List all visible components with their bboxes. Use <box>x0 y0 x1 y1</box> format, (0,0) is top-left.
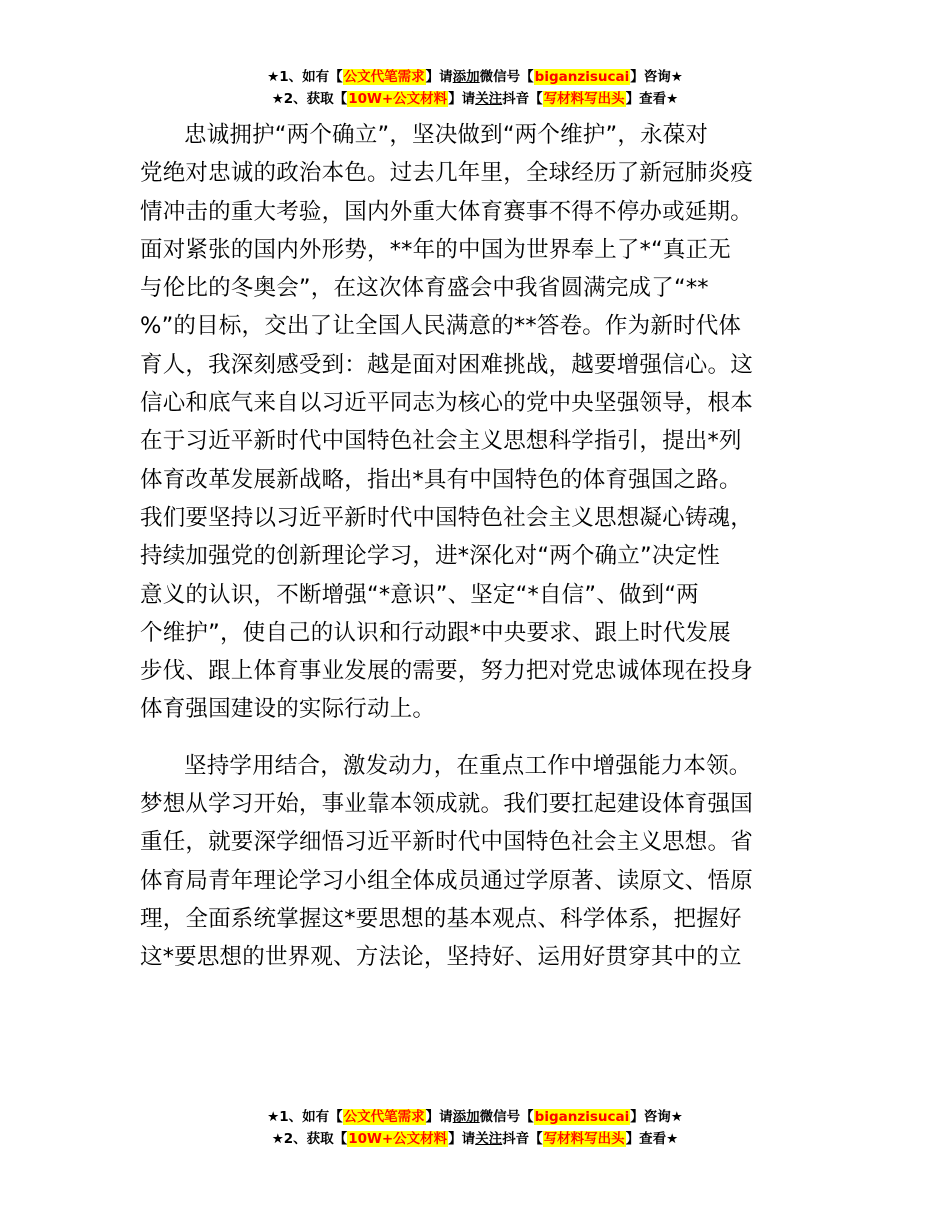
text-line: 在于习近平新时代中国特色社会主义思想科学指引，提出*列 <box>140 428 742 455</box>
text-line: 育人，我深刻感受到：越是面对困难挑战，越要增强信心。这 <box>140 351 753 378</box>
banner-text: 微信号【 <box>479 69 534 85</box>
paragraph-1 <box>140 116 812 729</box>
footer-banner <box>0 1106 950 1150</box>
banner-highlight: 公文代笔需求 <box>343 69 425 85</box>
banner-highlight: 公文代笔需求 <box>343 1109 425 1125</box>
banner-underlined: 关注 <box>475 1131 503 1147</box>
banner-text: 微信号【 <box>479 1109 534 1125</box>
text-line: 忠诚拥护“两个确立”，坚决做到“两个维护”，永葆对 <box>184 122 709 148</box>
banner-text: 】请 <box>448 1131 476 1147</box>
text-line: 重任，就要深学细悟习近平新时代中国特色社会主义思想。省 <box>140 829 753 856</box>
text-line: %”的目标，交出了让全国人民满意的**答卷。作为新时代体 <box>140 313 742 340</box>
banner-highlight: 10W+公文材料 <box>348 1131 448 1147</box>
banner-text: 】请 <box>425 69 453 85</box>
text-line: 个维护”，使自己的认识和行动跟*中央要求、跟上时代发展 <box>140 619 731 646</box>
text-line: 梦想从学习开始，事业靠本领成就。我们要扛起建设体育强国 <box>140 791 753 818</box>
paragraph-2 <box>140 747 812 977</box>
text-line: 这*要思想的世界观、方法论，坚持好、运用好贯穿其中的立 <box>140 944 742 971</box>
document-body <box>140 116 812 977</box>
banner-line-1 <box>0 1106 950 1128</box>
banner-highlight: biganzisucai <box>534 1109 630 1125</box>
banner-line-2 <box>0 88 950 110</box>
text-line: 理，全面系统掌握这*要思想的基本观点、科学体系，把握好 <box>140 905 742 932</box>
banner-line-2 <box>0 1128 950 1150</box>
text-line: 体育强国建设的实际行动上。 <box>140 696 436 723</box>
banner-text: 】请 <box>448 91 476 107</box>
text-line: 信心和底气来自以习近平同志为核心的党中央坚强领导，根本 <box>140 390 753 417</box>
banner-highlight: 写材料写出头 <box>543 91 625 107</box>
banner-text: 抖音【 <box>502 1131 543 1147</box>
text-line: 与伦比的冬奥会”，在这次体育盛会中我省圆满完成了“** <box>140 275 709 302</box>
text-line: 步伐、跟上体育事业发展的需要，努力把对党忠诚体现在投身 <box>140 658 753 685</box>
banner-highlight: biganzisucai <box>534 69 630 85</box>
banner-highlight: 写材料写出头 <box>543 1131 625 1147</box>
text-line: 体育局青年理论学习小组全体成员通过学原著、读原文、悟原 <box>140 867 753 894</box>
text-line: 我们要坚持以习近平新时代中国特色社会主义思想凝心铸魂， <box>140 504 753 531</box>
banner-highlight: 10W+公文材料 <box>348 91 448 107</box>
banner-text: ★2、获取【 <box>271 91 348 107</box>
banner-text: 】查看★ <box>625 1131 679 1147</box>
banner-text: 】请 <box>425 1109 453 1125</box>
banner-text: ★1、如有【 <box>267 69 343 85</box>
banner-line-1 <box>0 66 950 88</box>
text-line: 面对紧张的国内外形势，**年的中国为世界奉上了*“真正无 <box>140 236 732 263</box>
banner-text: 】咨询★ <box>630 1109 683 1125</box>
banner-text: 抖音【 <box>502 91 543 107</box>
banner-underlined: 添加 <box>452 1109 480 1125</box>
paragraph-spacer <box>140 729 812 747</box>
banner-text: 】查看★ <box>625 91 679 107</box>
banner-text: ★2、获取【 <box>271 1131 348 1147</box>
header-banner <box>0 66 950 110</box>
banner-text: 】咨询★ <box>630 69 683 85</box>
text-line: 情冲击的重大考验，国内外重大体育赛事不得不停办或延期。 <box>140 198 753 225</box>
text-line: 坚持学用结合，激发动力，在重点工作中增强能力本领。 <box>184 752 752 779</box>
text-line: 意义的认识，不断增强“*意识”、坚定“*自信”、做到“两 <box>140 581 699 608</box>
banner-text: ★1、如有【 <box>267 1109 343 1125</box>
text-line: 党绝对忠诚的政治本色。过去几年里，全球经历了新冠肺炎疫 <box>140 160 753 187</box>
text-line: 持续加强党的创新理论学习，进*深化对“两个确立”决定性 <box>140 543 720 570</box>
text-line: 体育改革发展新战略，指出*具有中国特色的体育强国之路。 <box>140 466 742 493</box>
banner-underlined: 关注 <box>475 91 503 107</box>
banner-underlined: 添加 <box>452 69 480 85</box>
